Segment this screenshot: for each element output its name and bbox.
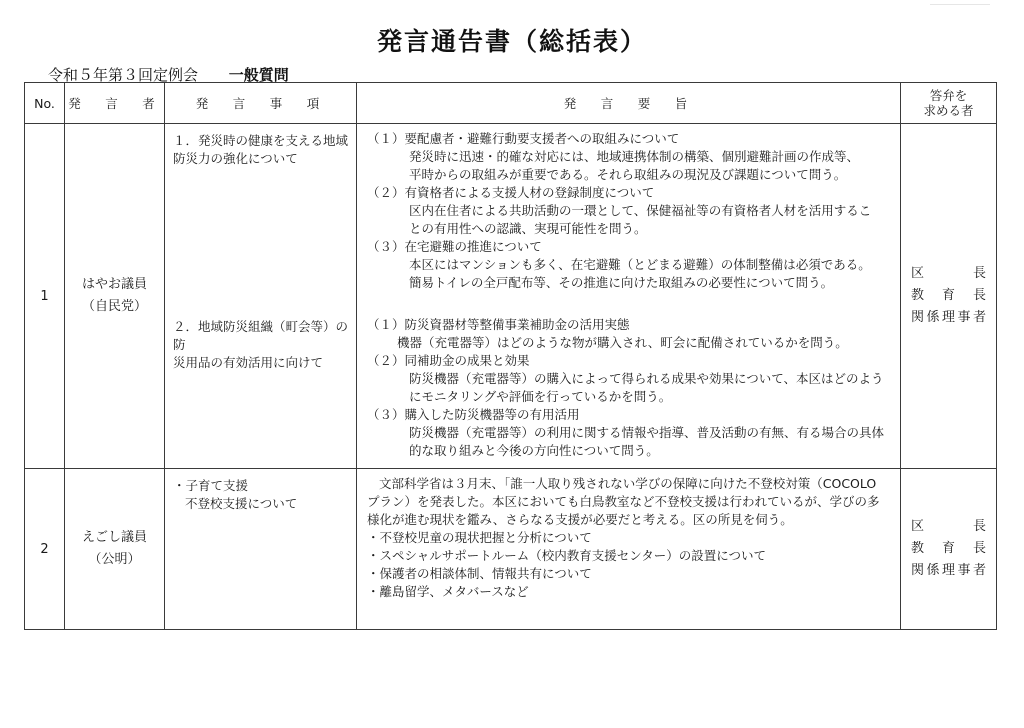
summary-line: 発災時に迅速・的確な対応には、地域連携体制の構築、個別避難計画の作成等、 bbox=[409, 149, 860, 164]
matter-cell bbox=[165, 469, 357, 630]
header-no: No. bbox=[25, 83, 65, 124]
summary-line: （２）有資格者による支援人材の登録制度について bbox=[367, 185, 655, 200]
summary-line: 文部科学省は３月末、「誰一人取り残されない学びの保障に向けた不登校対策（COCOLO bbox=[379, 476, 877, 491]
table-row bbox=[25, 124, 997, 469]
summary-line: ・スペシャルサポートルーム（校内教育支援センター）の設置について bbox=[367, 548, 767, 563]
respondent-cell bbox=[901, 124, 997, 469]
summary-line: プラン）を発表した。本区においても白鳥教室など不登校支援は行われているが、学びの多 bbox=[367, 494, 880, 509]
summary-line: ・不登校児童の現状把握と分析について bbox=[367, 530, 592, 545]
summary-line: （３）在宅避難の推進について bbox=[367, 239, 542, 254]
respondent-list bbox=[911, 516, 986, 582]
summary-line: 機器（充電器等）はどのような物が購入され、町会に配備されているかを問う。 bbox=[397, 335, 848, 350]
respondent: 区 長 bbox=[911, 519, 986, 534]
speaker-party: （自民党） bbox=[81, 299, 147, 314]
summary-cell bbox=[357, 124, 901, 469]
speaker-party: （公明） bbox=[88, 552, 141, 567]
respondent: 区 長 bbox=[911, 266, 986, 281]
session-name: 令和５年第３回定例会 bbox=[48, 66, 199, 84]
question-type: 一般質問 bbox=[228, 66, 289, 84]
table-row bbox=[25, 469, 997, 630]
respondent: 教 育 長 bbox=[911, 288, 986, 303]
summary-line: 防災機器（充電器等）の利用に関する情報や指導、普及活動の有無、有る場合の具体 bbox=[409, 425, 885, 440]
header-matter: 発 言 事 項 bbox=[165, 83, 357, 124]
respondent: 関係理事者 bbox=[911, 310, 986, 325]
header-row bbox=[25, 83, 997, 124]
summary-line: との有用性への認識、実現可能性を問う。 bbox=[409, 221, 647, 236]
topic-item: ２．地域防災組織（町会等）の防 災用品の有効活用に向けて bbox=[173, 319, 349, 370]
summary-line: （３）購入した防災機器等の有用活用 bbox=[367, 407, 580, 422]
summary-line: 区内在住者による共助活動の一環として、保健福祉等の有資格者人材を活用するこ bbox=[409, 203, 872, 218]
topic-item: ・子育て支援 不登校支援について bbox=[173, 478, 298, 511]
speaker-cell bbox=[65, 124, 165, 469]
bleed-through-mark bbox=[930, 4, 990, 5]
summary-line: 防災機器（充電器等）の購入によって得られる成果や効果について、本区はどのよう bbox=[409, 371, 884, 386]
summary-line: ・保護者の相談体制、情報共有について bbox=[367, 566, 592, 581]
respondent: 教 育 長 bbox=[911, 541, 986, 556]
summary-line: 的な取り組みと今後の方向性について問う。 bbox=[409, 443, 659, 458]
summary-line: 簡易トイレの全戸配布等、その推進に向けた取組みの必要性について問う。 bbox=[409, 275, 834, 290]
summary-line: ・離島留学、メタバースなど bbox=[367, 584, 529, 599]
matter-cell bbox=[165, 124, 357, 469]
header-respondent-line2: 求める者 bbox=[923, 103, 974, 118]
notice-table bbox=[24, 82, 997, 630]
summary-line: 平時からの取組みが重要である。それら取組みの現況及び課題について問う。 bbox=[409, 167, 847, 182]
summary-line: 様化が進む現状を鑑み、さらなる支援が必要だと考える。区の所見を伺う。 bbox=[367, 512, 793, 527]
page-title: 発言通告書（総括表） bbox=[376, 27, 647, 56]
header-speaker: 発 言 者 bbox=[65, 83, 165, 124]
summary-line: （１）防災資器材等整備事業補助金の活用実態 bbox=[367, 317, 630, 332]
summary-line: （１）要配慮者・避難行動要支援者への取組みについて bbox=[367, 131, 680, 146]
header-respondent-line1: 答弁を bbox=[929, 88, 968, 103]
topic-item: １．発災時の健康を支える地域 防災力の強化について bbox=[173, 133, 349, 166]
respondent: 関係理事者 bbox=[911, 563, 986, 578]
summary-line: 本区にはマンションも多く、在宅避難（とどまる避難）の体制整備は必須である。 bbox=[409, 257, 871, 272]
summary-line: （２）同補助金の成果と効果 bbox=[367, 353, 530, 368]
row-number: 1 bbox=[25, 124, 65, 469]
header-summary: 発 言 要 旨 bbox=[357, 83, 901, 124]
summary-line: にモニタリングや評価を行っているかを問う。 bbox=[409, 389, 672, 404]
speaker-cell bbox=[65, 469, 165, 630]
speaker-name: はやお議員 bbox=[81, 277, 147, 292]
respondent-cell bbox=[901, 469, 997, 630]
respondent-list bbox=[911, 263, 986, 329]
speaker-name: えごし議員 bbox=[81, 530, 147, 545]
row-number: 2 bbox=[25, 469, 65, 630]
summary-cell bbox=[357, 469, 901, 630]
header-respondent bbox=[901, 83, 997, 124]
